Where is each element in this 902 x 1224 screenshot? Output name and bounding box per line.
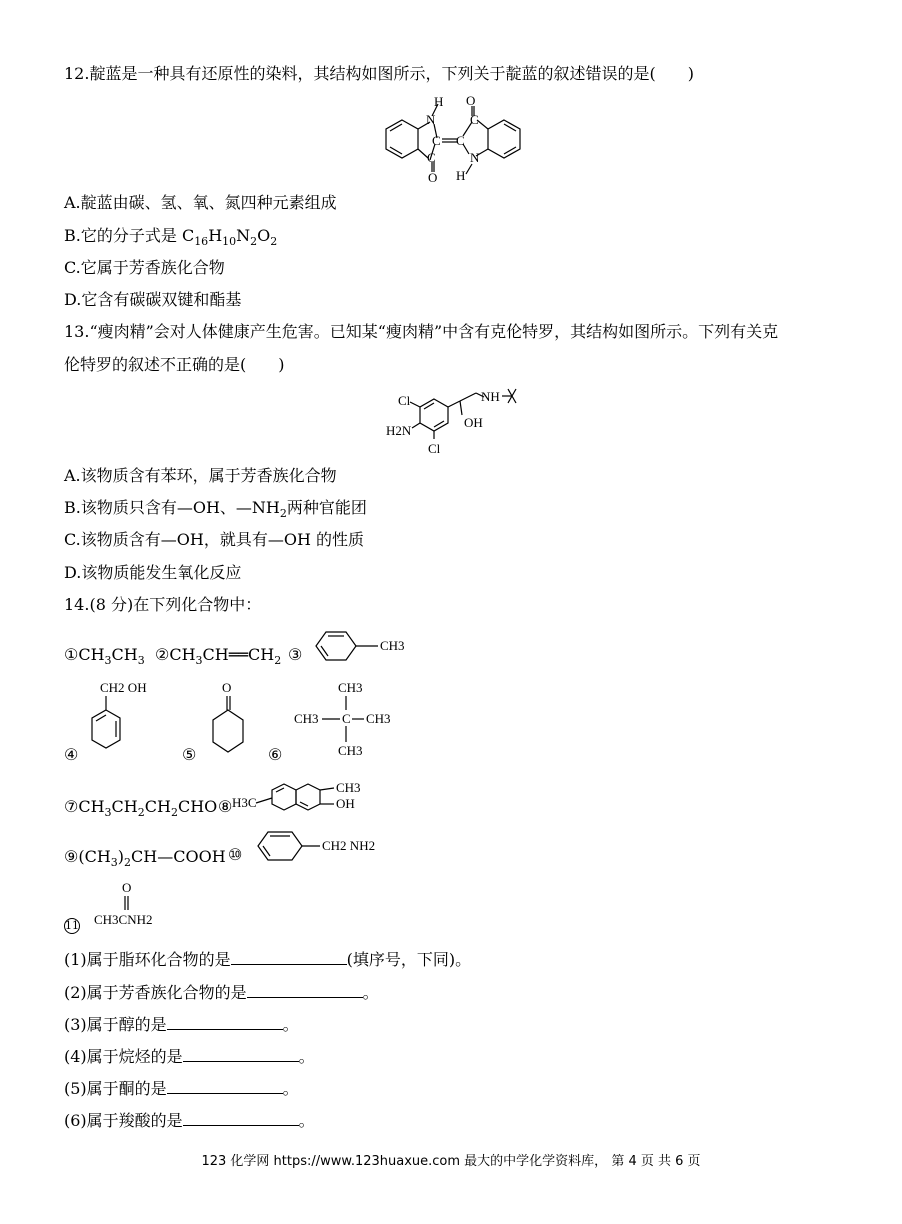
indigo-c-left: C bbox=[432, 133, 441, 148]
q14-compound-8-number: ⑧ bbox=[218, 797, 233, 816]
q12-option-d: D.它含有碳碳双键和酯基 bbox=[64, 290, 242, 309]
answer-blank-6[interactable] bbox=[183, 1109, 299, 1126]
indigo-structure bbox=[372, 94, 532, 190]
q14-compound-7: $⑦CH_3CH_2CH_2CHO$ bbox=[64, 797, 218, 820]
benzylamine-ch2nh2: CH2 NH2 bbox=[322, 838, 376, 853]
naphthol-h3c: H3C bbox=[232, 795, 257, 810]
q14-compound-1: $①CH_3CH_3$ bbox=[64, 645, 145, 668]
indigo-c-bottom: C bbox=[427, 150, 436, 165]
answer-blank-1[interactable] bbox=[231, 948, 347, 965]
q14-blank-5-suffix: 。 bbox=[282, 1079, 299, 1098]
q14-compound-5-number: ⑤ bbox=[182, 745, 197, 764]
q14-blank-4 bbox=[64, 1045, 315, 1067]
q14-blank-1-suffix: (填序号，下同)。 bbox=[346, 950, 472, 969]
indigo-c-top: C bbox=[470, 112, 479, 127]
benzyl-alcohol-structure bbox=[86, 676, 166, 766]
q14-blank-5 bbox=[64, 1077, 299, 1099]
neopentane-ch3-top: CH3 bbox=[338, 680, 363, 695]
q12-option-b-text: B.它的分子式是 bbox=[64, 226, 182, 245]
q14-blank-6-suffix: 。 bbox=[298, 1111, 315, 1130]
q14-compound-10-number: ⑩ bbox=[228, 845, 243, 864]
benzyl-alcohol-ch2oh: CH2 OH bbox=[100, 680, 147, 695]
q13-stem-line2: 伦特罗的叙述不正确的是( ) bbox=[64, 355, 285, 374]
clenbuterol-structure bbox=[380, 385, 530, 460]
neopentane-c: C bbox=[342, 711, 351, 726]
q14-blank-6 bbox=[64, 1109, 315, 1131]
acetamide-o: O bbox=[122, 880, 132, 895]
indigo-o-bottom: O bbox=[428, 170, 438, 185]
q13-option-c: C.该物质含有—OH，就具有—OH 的性质 bbox=[64, 530, 364, 549]
neopentane-ch3-bottom: CH3 bbox=[338, 743, 363, 758]
answer-blank-5[interactable] bbox=[167, 1077, 283, 1094]
q14-blank-1 bbox=[64, 948, 471, 970]
indigo-h-top: H bbox=[434, 94, 444, 109]
toluene-structure bbox=[312, 626, 422, 666]
q14-blank-2 bbox=[64, 981, 379, 1003]
indigo-o-top: O bbox=[466, 94, 476, 108]
answer-blank-2[interactable] bbox=[247, 981, 363, 998]
q14-blank-2-suffix: 。 bbox=[362, 983, 379, 1002]
q13-option-a: A.该物质含有苯环，属于芳香族化合物 bbox=[64, 466, 337, 485]
cyclohexanone-o: O bbox=[222, 680, 232, 695]
cyclohexanone-structure bbox=[205, 676, 255, 768]
clenbuterol-h2n: H2N bbox=[386, 423, 412, 438]
q14-blank-5-prefix: (5)属于酮的是 bbox=[64, 1079, 167, 1098]
indigo-c-right: C bbox=[456, 133, 465, 148]
q14-blank-4-suffix: 。 bbox=[298, 1047, 315, 1066]
q14-compound-2: $②CH_3CH══CH_2$ bbox=[155, 645, 282, 668]
q12-option-c: C.它属于芳香族化合物 bbox=[64, 258, 225, 277]
naphthol-ch3: CH3 bbox=[336, 780, 361, 795]
q14-compound-3-number: ③ bbox=[288, 645, 303, 664]
q12-option-a: A.靛蓝由碳、氢、氧、氮四种元素组成 bbox=[64, 193, 337, 212]
q14-compound-4-number: ④ bbox=[64, 745, 79, 764]
indigo-n-left: N bbox=[426, 112, 436, 127]
q13-option-d: D.该物质能发生氧化反应 bbox=[64, 563, 242, 582]
clenbuterol-nh: NH bbox=[481, 389, 500, 404]
clenbuterol-oh: OH bbox=[464, 415, 483, 430]
clenbuterol-cl-bottom: Cl bbox=[428, 441, 441, 456]
benzylamine-structure bbox=[254, 826, 394, 866]
page-footer: 123 化学网 https://www.123huaxue.com 最大的中学化学资料库， 第 4 页 共 6 页 bbox=[201, 1154, 701, 1169]
q14-compound-11-number bbox=[64, 915, 82, 935]
q14-blank-2-prefix: (2)属于芳香族化合物的是 bbox=[64, 983, 247, 1002]
q12-option-b-formula: $C_{16}H_{10}N_2O_2$ bbox=[181, 226, 278, 249]
neopentane-structure bbox=[292, 676, 402, 762]
q14-blank-1-prefix: (1)属于脂环化合物的是 bbox=[64, 950, 231, 969]
indigo-n-right: N bbox=[470, 150, 480, 165]
q14-blank-3 bbox=[64, 1013, 299, 1035]
q14-blank-3-suffix: 。 bbox=[282, 1015, 299, 1034]
naphthol-oh: OH bbox=[336, 796, 355, 811]
q12-stem: 12.靛蓝是一种具有还原性的染料，其结构如图所示，下列关于靛蓝的叙述错误的是( ) bbox=[64, 64, 694, 83]
neopentane-ch3-right: CH3 bbox=[366, 711, 391, 726]
q14-compound-6-number: ⑥ bbox=[268, 745, 283, 764]
answer-blank-4[interactable] bbox=[183, 1045, 299, 1062]
q14-stem: 14.(8 分)在下列化合物中： bbox=[64, 595, 262, 614]
clenbuterol-cl-top: Cl bbox=[398, 393, 411, 408]
toluene-ch3: CH3 bbox=[380, 638, 405, 653]
q14-compound-9: $⑨(CH_3)_2CH—COOH$ bbox=[64, 847, 226, 870]
q14-blank-4-prefix: (4)属于烷烃的是 bbox=[64, 1047, 183, 1066]
acetamide-structure bbox=[92, 878, 172, 930]
acetamide-formula: CH3CNH2 bbox=[94, 912, 153, 927]
q13-option-b: B.该物质只含有—OH、$—NH_2$两种官能团 bbox=[64, 498, 367, 521]
answer-blank-3[interactable] bbox=[167, 1013, 283, 1030]
naphthol-structure bbox=[232, 776, 372, 820]
q13-stem-line1: 13.“瘦肉精”会对人体健康产生危害。已知某“瘦肉精”中含有克伦特罗，其结构如图所示。下列有关克 bbox=[64, 322, 779, 341]
q12-option-b bbox=[64, 226, 277, 252]
circled-11: 11 bbox=[65, 918, 79, 932]
q14-blank-3-prefix: (3)属于醇的是 bbox=[64, 1015, 167, 1034]
neopentane-ch3-left: CH3 bbox=[294, 711, 319, 726]
indigo-h-bottom: H bbox=[456, 168, 466, 183]
q14-blank-6-prefix: (6)属于羧酸的是 bbox=[64, 1111, 183, 1130]
